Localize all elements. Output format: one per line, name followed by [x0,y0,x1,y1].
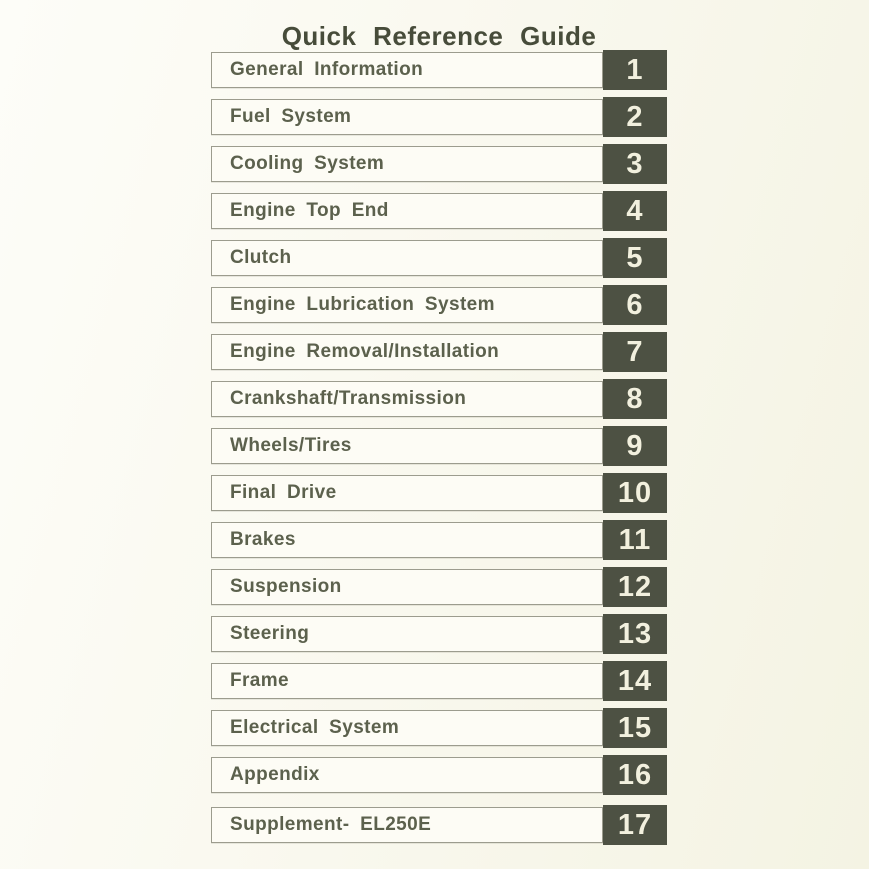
chapter-label-box [211,381,603,417]
chapter-label-box [211,240,603,276]
chapter-number: 14 [617,665,653,697]
chapter-label: Crankshaft/Transmission [230,388,467,409]
chapter-label: Engine Top End [230,200,389,221]
chapter-number-tab [603,379,667,419]
chapter-label: Final Drive [230,482,337,503]
chapter-label-box [211,428,603,464]
chapter-label: Clutch [230,247,292,268]
chapter-label: Steering [230,623,310,644]
chapter-row-6 [211,287,667,323]
chapter-number: 15 [617,712,653,744]
chapter-row-10 [211,475,667,511]
chapter-label-box [211,710,603,746]
chapter-label: Appendix [230,764,320,785]
chapter-number: 8 [626,383,644,415]
chapter-label: Frame [230,670,290,691]
chapter-number-tab [603,332,667,372]
chapter-number: 1 [626,54,644,86]
chapter-label: General Information [230,59,424,80]
chapter-number: 16 [617,759,653,791]
chapter-label-box [211,334,603,370]
chapter-label: Fuel System [230,106,352,127]
chapter-number: 4 [626,195,644,227]
chapter-label: Supplement- EL250E [230,814,432,835]
chapter-label-box [211,475,603,511]
chapter-row-1 [211,52,667,88]
chapter-label-box [211,193,603,229]
chapter-number: 17 [617,809,653,841]
chapter-number-tab [603,661,667,701]
chapter-number-tab [603,238,667,278]
chapter-number: 9 [626,430,644,462]
chapter-row-3 [211,146,667,182]
chapter-number-tab [603,144,667,184]
chapter-number-tab [603,708,667,748]
chapter-number-tab [603,473,667,513]
chapter-label-box [211,663,603,699]
chapter-label-box [211,616,603,652]
chapter-number-tab [603,567,667,607]
chapter-number: 3 [626,148,644,180]
chapter-number: 7 [626,336,644,368]
chapter-label-box [211,807,603,843]
chapter-number-tab [603,50,667,90]
chapter-row-14 [211,663,667,699]
chapter-row-9 [211,428,667,464]
chapter-number: 11 [618,524,652,556]
chapter-label: Brakes [230,529,296,550]
chapter-label: Electrical System [230,717,400,738]
chapter-number: 6 [626,289,644,321]
chapter-number: 10 [617,477,653,509]
chapter-number: 12 [617,571,653,603]
chapter-label: Cooling System [230,153,385,174]
chapter-number-tab [603,426,667,466]
chapter-number-tab [603,755,667,795]
chapter-row-7 [211,334,667,370]
chapter-row-11 [211,522,667,558]
chapter-row-13 [211,616,667,652]
chapter-label-box [211,522,603,558]
chapter-row-12 [211,569,667,605]
chapter-label-box [211,146,603,182]
chapter-label-box [211,99,603,135]
chapter-label-box [211,287,603,323]
chapter-number-tab [603,285,667,325]
chapter-number-tab [603,805,667,845]
chapter-number: 5 [626,242,644,274]
chapter-row-15 [211,710,667,746]
chapter-label: Engine Lubrication System [230,294,495,315]
chapter-number: 13 [617,618,653,650]
chapter-row-5 [211,240,667,276]
chapter-number-tab [603,520,667,560]
chapter-row-2 [211,99,667,135]
chapter-label-box [211,569,603,605]
chapter-number-tab [603,191,667,231]
chapter-list [211,52,667,854]
chapter-row-17 [211,807,667,843]
chapter-label-box [211,52,603,88]
chapter-label: Suspension [230,576,342,597]
chapter-row-16 [211,757,667,793]
chapter-number-tab [603,97,667,137]
page-title: Quick Reference Guide [281,21,597,52]
chapter-label-box [211,757,603,793]
chapter-row-4 [211,193,667,229]
chapter-number-tab [603,614,667,654]
chapter-label: Engine Removal/Installation [230,341,500,362]
chapter-number: 2 [626,101,644,133]
chapter-row-8 [211,381,667,417]
chapter-label: Wheels/Tires [230,435,352,456]
